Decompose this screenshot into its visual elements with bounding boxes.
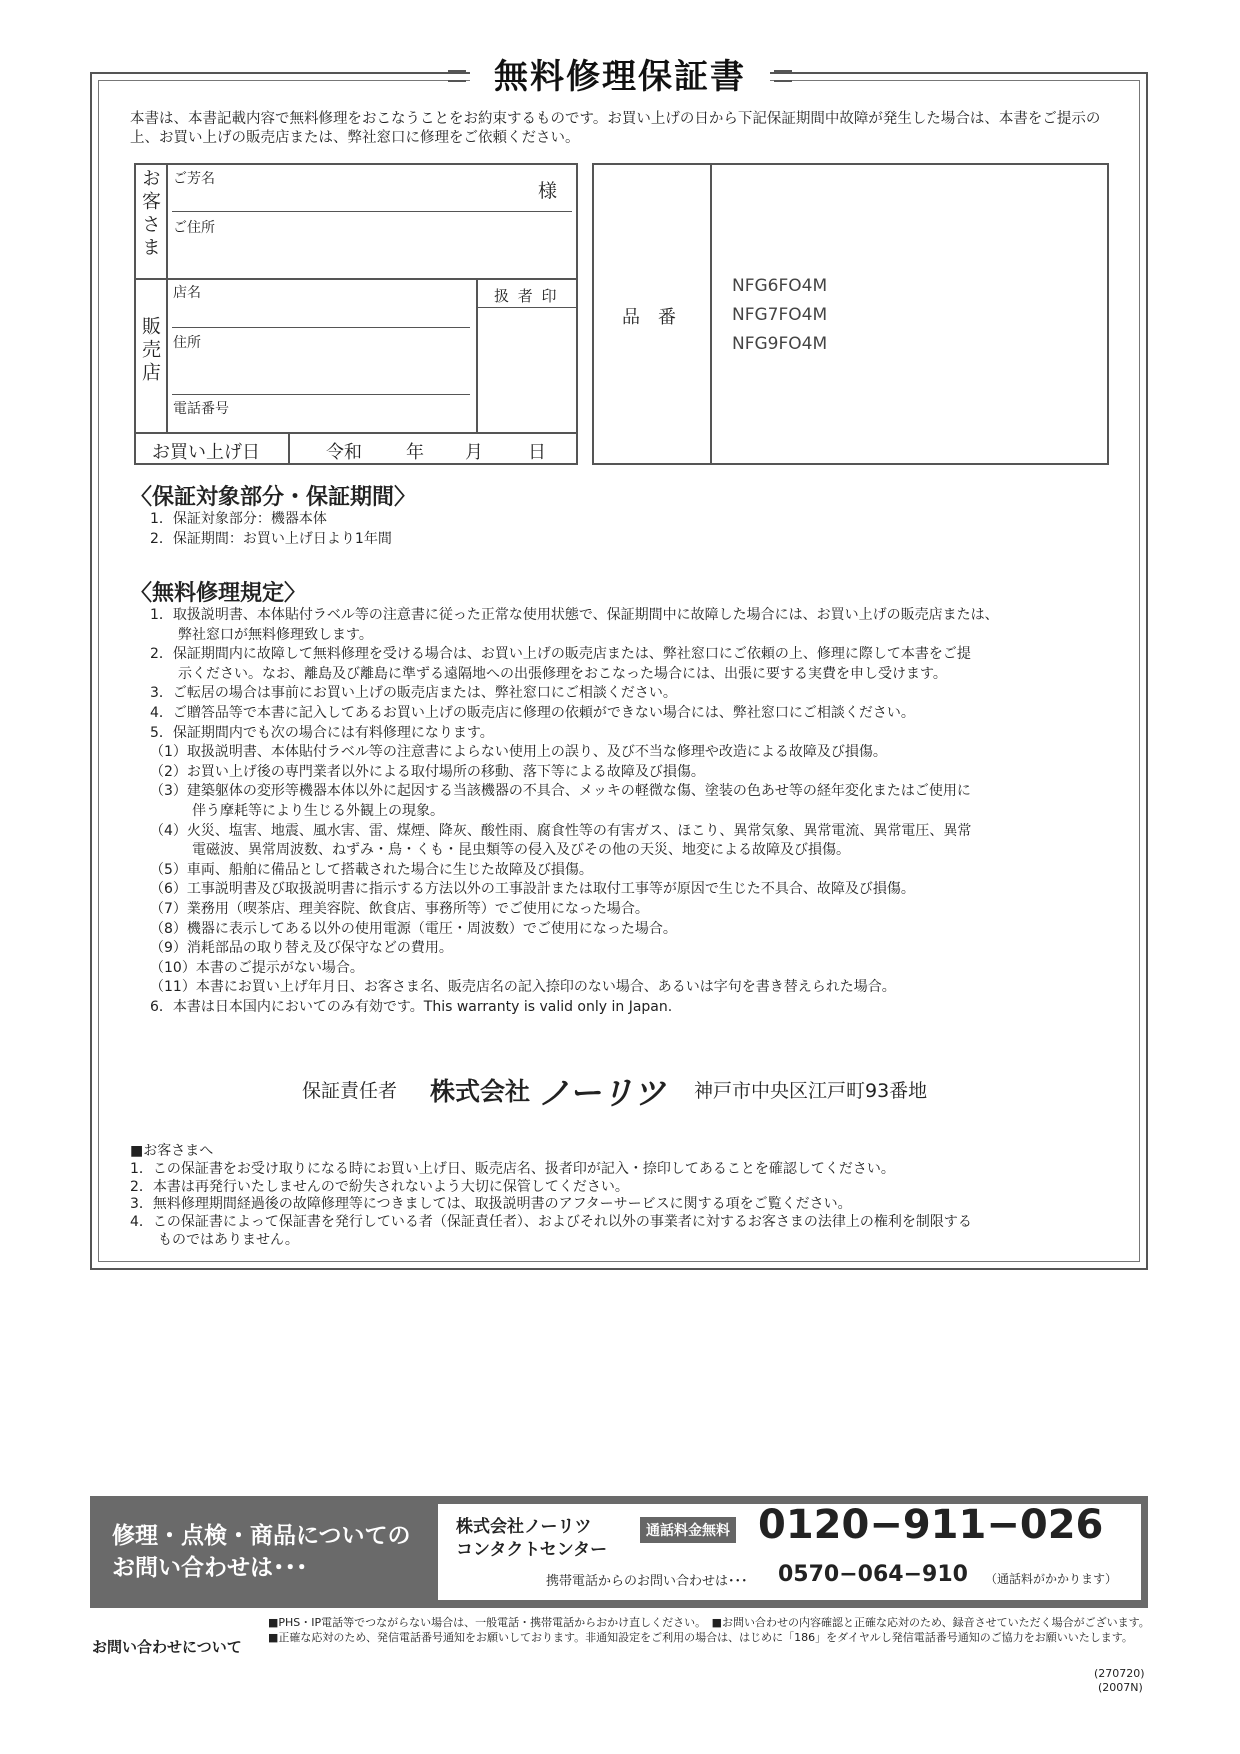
- responsible-address: 神戸市中央区江戸町93番地: [694, 1080, 928, 1102]
- rule-line: （9）消耗部品の取り替え及び保守などの費用。: [150, 940, 453, 957]
- model-1: NFG6FO4M: [732, 276, 828, 296]
- responsible-company: 株式会社: [430, 1077, 531, 1106]
- model-3: NFG9FO4M: [732, 334, 828, 354]
- rule-line: 示ください。なお、離島及び離島に準ずる遠隔地への出張修理をおこなった場合には、出張に要する実費を申し受けます。: [150, 665, 947, 682]
- rule-line: （11）本書にお買い上げ年月日、お客さま名、販売店名の記入捺印のない場合、あるいは字句を書き替えられた場合。: [150, 979, 896, 996]
- rule-line: 6．本書は日本国内においてのみ有効です。This warranty is valid only in Japan.: [150, 998, 673, 1015]
- brand-logo: ノーリツ: [538, 1074, 666, 1112]
- month-label: 月: [465, 442, 483, 463]
- rule-line: 伴う摩耗等により生じる外観上の現象。: [150, 802, 444, 819]
- customer-store-box: [134, 163, 578, 465]
- note-line: 4．この保証書によって保証書を発行している者（保証責任者）、およびそれ以外の事業者に対するお客さまの法律上の権利を制限する: [130, 1214, 972, 1231]
- era-label: 令和: [326, 442, 362, 463]
- rules-list: [150, 606, 1140, 1017]
- rule-line: （5）車両、船舶に備品として搭載された場合に生じた故障及び損傷。: [150, 861, 593, 878]
- customer-label: お客さま: [139, 168, 161, 260]
- rule-line: （6）工事説明書及び取扱説明書に指示する方法以外の工事設計または取付工事等が原因で生じた不具合、故障及び損傷。: [150, 881, 915, 898]
- mobile-note: （通話料がかかります）: [985, 1572, 1118, 1586]
- rule-line: 5．保証期間内でも次の場合には有料修理になります。: [150, 724, 494, 741]
- note-line: ものではありません。: [130, 1231, 299, 1248]
- purchase-date-label: お買い上げ日: [152, 442, 260, 463]
- rules-heading: 〈無料修理規定〉: [130, 581, 307, 606]
- coverage-item: 1．保証対象部分：機器本体: [150, 511, 327, 527]
- rule-line: （1）取扱説明書、本体貼付ラベル等の注意書によらない使用上の誤り、及び不当な修理や改造による故障及び損傷。: [150, 744, 887, 761]
- rule-line: 電磁波、異常周波数、ねずみ・鳥・くも・昆虫類等の侵入及びその他の天災、地変による故障及び損傷。: [150, 842, 850, 859]
- question-line-2: お問い合わせは･･･: [112, 1555, 308, 1581]
- day-label: 日: [528, 442, 546, 463]
- free-phone-number[interactable]: 0120−911−026: [758, 1502, 1104, 1548]
- document-title: 無料修理保証書: [470, 52, 770, 102]
- rule-line: 4．ご贈答品等で本書に記入してあるお買い上げの販売店に修理の依頼ができない場合には、弊社窓口にご相談ください。: [150, 704, 915, 721]
- coverage-heading: 〈保証対象部分・保証期間〉: [130, 485, 417, 510]
- model-2: NFG7FO4M: [732, 305, 828, 325]
- notes-heading: ■お客さまへ: [130, 1143, 214, 1159]
- question-line-1: 修理・点検・商品についての: [112, 1523, 411, 1549]
- coverage-list: [150, 510, 1140, 549]
- year-label: 年: [406, 442, 424, 463]
- customer-address-label: ご住所: [173, 220, 215, 236]
- stamp-label: 扱 者 印: [494, 287, 559, 305]
- responsible-row: [300, 1072, 1000, 1112]
- rule-line: （3）建築躯体の変形等機器本体以外に起因する当該機器の不具合、メッキの軽微な傷、塗装の色あせ等の経年変化またはご使用に: [150, 783, 971, 800]
- about-text: ■PHS・IP電話等でつながらない場合は、一般電話・携帯電話からおかけ直しください。 ■お問い合わせの内容確認と正確な応対のため、録音させていただく場合がございます。 ■正確な応対のため、発信電話番号通知をお願いしております。非通知設定をご利用の場合は、はじめに「186」をダイヤルし発信電話番号通知のご協力をお願いいたします。: [268, 1616, 1156, 1644]
- free-call-badge: 通話料金無料: [640, 1517, 736, 1543]
- model-label: 品 番: [622, 307, 676, 328]
- store-phone-label: 電話番号: [173, 401, 229, 417]
- rule-line: 弊社窓口が無料修理致します。: [150, 626, 373, 643]
- rule-line: （7）業務用（喫茶店、理美容院、飲食店、事務所等）でご使用になった場合。: [150, 900, 649, 917]
- store-label: 販売店: [139, 316, 161, 385]
- contact-center: コンタクトセンター: [456, 1540, 608, 1560]
- name-label: ご芳名: [173, 171, 215, 187]
- store-address-label: 住所: [173, 335, 201, 351]
- note-line: 3．無料修理期間経過後の故障修理等につきましては、取扱説明書のアフターサービスに関する項をご覧ください。: [130, 1196, 852, 1213]
- mobile-label: 携帯電話からのお問い合わせは･･･: [546, 1574, 748, 1589]
- rule-line: 3．ご転居の場合は事前にお買い上げの販売店または、弊社窓口にご相談ください。: [150, 685, 677, 702]
- contact-question: [112, 1520, 411, 1584]
- note-line: 2．本書は再発行いたしませんので紛失されないよう大切に保管してください。: [130, 1178, 629, 1195]
- rule-line: （4）火災、塩害、地震、風水害、雷、煤煙、降灰、酸性雨、腐食性等の有害ガス、ほこり、異常気象、異常電流、異常電圧、異常: [150, 822, 972, 839]
- code-2: (2007N): [1098, 1681, 1143, 1694]
- rule-line: 2．保証期間内に故障して無料修理を受ける場合は、お買い上げの販売店または、弊社窓口にご依頼の上、修理に際して本書をご提: [150, 646, 971, 663]
- contact-company: 株式会社ノーリツ: [456, 1517, 592, 1537]
- rule-line: 1．取扱説明書、本体貼付ラベル等の注意書に従った正常な使用状態で、保証期間中に故障した場合には、お買い上げの販売店または、: [150, 607, 999, 623]
- responsible-label: 保証責任者: [302, 1080, 398, 1102]
- code-1: (270720): [1094, 1667, 1145, 1680]
- note-line: 1．この保証書をお受け取りになる時にお買い上げ日、販売店名、扱者印が記入・捺印してあることを確認してください。: [130, 1160, 895, 1177]
- rule-line: （2）お買い上げ後の専門業者以外による取付場所の移動、落下等による故障及び損傷。: [150, 763, 705, 780]
- coverage-item: 2．保証期間：お買い上げ日より1年間: [150, 530, 392, 547]
- honorific: 様: [538, 180, 558, 202]
- store-name-label: 店名: [173, 285, 201, 301]
- about-label: お問い合わせについて: [92, 1638, 242, 1656]
- customer-notes: [130, 1143, 1120, 1250]
- rule-line: （8）機器に表示してある以外の使用電源（電圧・周波数）でご使用になった場合。: [150, 920, 677, 937]
- rule-line: （10）本書のご提示がない場合。: [150, 959, 364, 976]
- intro-text: 本書は、本書記載内容で無料修理をおこなうことをお約束するものです。お買い上げの日から下記保証期間中故障が発生した場合は、本書をご提示の上、お買い上げの販売店または、弊社窓口に修理をご依頼ください。: [130, 111, 1101, 146]
- mobile-phone-number[interactable]: 0570−064−910: [778, 1562, 968, 1587]
